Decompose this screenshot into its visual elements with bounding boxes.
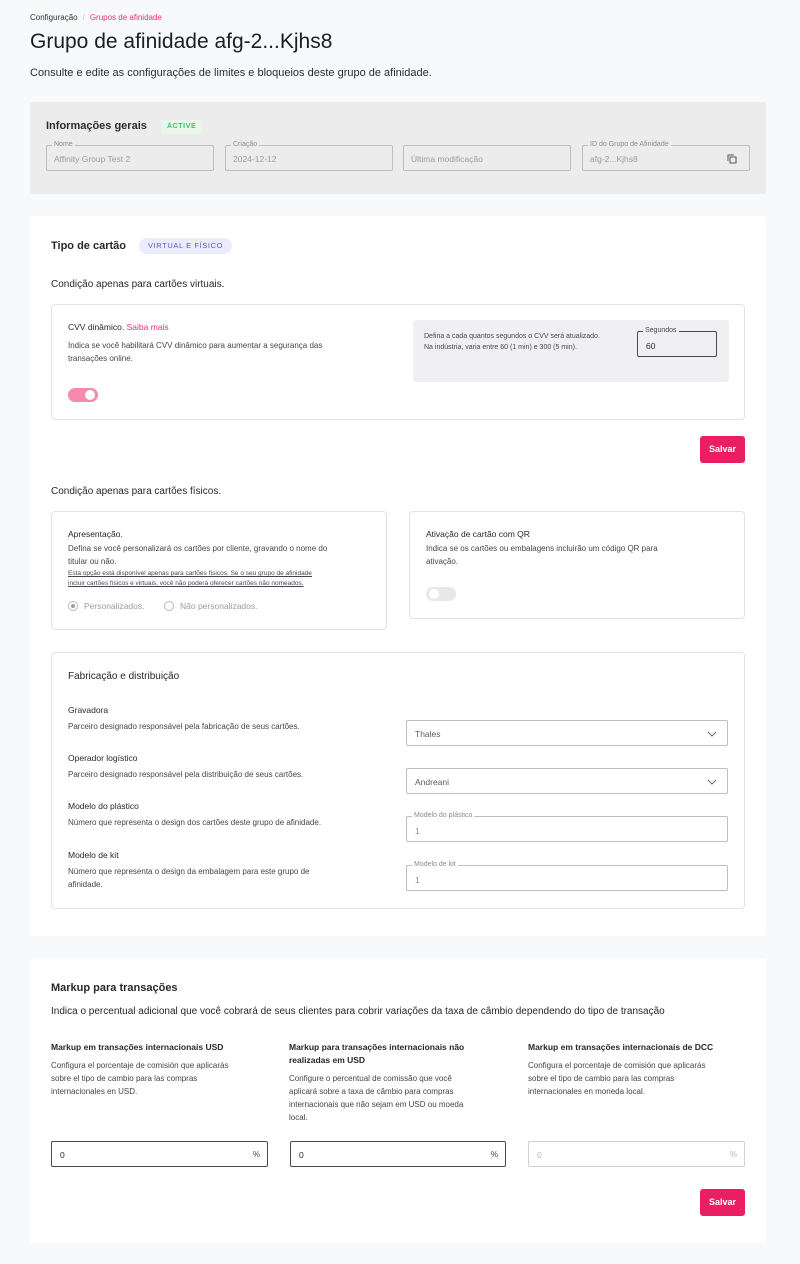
markup-non-usd-value: 0	[299, 1150, 304, 1160]
markup-dcc-title: Markup em transações internacionais de DCC	[528, 1042, 714, 1052]
name-field-value: Affinity Group Test 2	[54, 154, 131, 164]
logistics-select[interactable]	[406, 768, 728, 794]
radio-personalized-dot	[68, 601, 78, 611]
cvv-interval-info-line2: Na indústria, varia entre 60 (1 min) e 300 (5 min).	[424, 344, 577, 351]
markup-dcc-desc-line: internacionales en moneda local.	[528, 1087, 645, 1096]
kit-model-description	[68, 865, 310, 891]
physical-condition-title: Condição apenas para cartões físicos.	[51, 486, 222, 497]
markup-non-usd-desc-line: aplicará sobre a taxa de câmbio para compras	[289, 1087, 454, 1096]
card-type-chip: VIRTUAL E FÍSICO	[139, 238, 232, 254]
dynamic-cvv-title-row	[68, 322, 169, 332]
markup-non-usd-input[interactable]	[290, 1141, 506, 1167]
logistics-description: Parceiro designado responsável pela distribuição de seus cartões.	[68, 770, 304, 779]
markup-usd-desc-line: internacionales en USD.	[51, 1087, 138, 1096]
logistics-value: Andreani	[415, 777, 450, 787]
presentation-note	[68, 569, 312, 589]
card-type-card	[30, 216, 766, 936]
markup-usd-title: Markup em transações internacionais USD	[51, 1042, 224, 1052]
general-info-panel	[30, 102, 766, 194]
engraver-title: Gravadora	[68, 705, 109, 715]
presentation-note-line1: Esta opção está disponível apenas para cartões físicos. Se o seu grupo de afinidade	[68, 570, 312, 577]
name-field[interactable]	[46, 141, 214, 171]
plastic-model-description: Número que representa o design dos cartões deste grupo de afinidade.	[68, 818, 322, 827]
markup-save-button[interactable]: Salvar	[700, 1189, 745, 1216]
created-field-label: Criação	[233, 141, 258, 148]
breadcrumb-root[interactable]: Configuração	[30, 13, 78, 22]
copy-icon[interactable]	[727, 154, 737, 164]
kit-model-label: Modelo de kit	[414, 861, 456, 868]
presentation-note-line2: incluir cartões físicos e virtuais, você não poderá oferecer cartões não nomeados.	[68, 580, 304, 587]
markup-usd-value: 0	[60, 1150, 65, 1160]
modified-field-placeholder: Última modificação	[411, 154, 483, 164]
affinity-id-value: afg-2...Kjhs8	[590, 154, 638, 164]
dynamic-cvv-desc-line1: Indica se você habilitará CVV dinâmico para aumentar a segurança das	[68, 341, 323, 350]
learn-more-link[interactable]: Saiba mais	[126, 322, 169, 332]
cvv-interval-info-line1: Defina a cada quantos segundos o CVV será atualizado.	[424, 333, 600, 340]
markup-non-usd-title-line1: Markup para transações internacionais não	[289, 1042, 465, 1052]
logistics-title: Operador logístico	[68, 753, 138, 763]
qr-activation-description	[426, 542, 658, 568]
markup-usd-input[interactable]	[51, 1141, 268, 1167]
save-button[interactable]: Salvar	[700, 436, 745, 463]
virtual-condition-title: Condição apenas para cartões virtuais.	[51, 279, 225, 290]
qr-activation-card	[409, 511, 745, 619]
toggle-knob	[429, 589, 439, 599]
engraver-description: Parceiro designado responsável pela fabricação de seus cartões.	[68, 722, 300, 731]
presentation-description	[68, 542, 327, 568]
markup-usd-desc-line: sobre el tipo de cambio para las compras	[51, 1074, 198, 1083]
cvv-interval-box	[413, 320, 729, 382]
markup-non-usd-title	[289, 1041, 464, 1067]
created-field[interactable]	[225, 141, 393, 171]
markup-dcc-value: 0	[537, 1150, 542, 1160]
engraver-select[interactable]	[406, 720, 728, 746]
breadcrumb-separator: /	[82, 13, 85, 22]
cvv-interval-info	[424, 331, 600, 353]
presentation-card	[51, 511, 387, 630]
markup-card	[30, 958, 766, 1243]
percent-unit: %	[252, 1150, 260, 1159]
seconds-input[interactable]	[637, 327, 717, 357]
kit-desc-line2: afinidade.	[68, 880, 103, 889]
chevron-down-icon	[707, 729, 717, 739]
dynamic-cvv-toggle[interactable]	[68, 388, 98, 402]
page-title: Grupo de afinidade afg-2...Kjhs8	[30, 30, 333, 53]
affinity-id-label: ID do Grupo de Afinidade	[590, 141, 669, 148]
markup-non-usd-desc-line: Configure o percentual de comissão que você	[289, 1074, 452, 1083]
markup-heading: Markup para transações	[51, 982, 178, 994]
plastic-model-value: 1	[415, 826, 420, 836]
markup-non-usd-description	[289, 1072, 463, 1124]
percent-unit: %	[490, 1150, 498, 1159]
affinity-id-field[interactable]	[582, 141, 750, 171]
markup-dcc-input[interactable]	[528, 1141, 745, 1167]
dynamic-cvv-card	[51, 304, 745, 420]
dynamic-cvv-title: CVV dinâmico.	[68, 322, 125, 332]
qr-desc-line1: Indica se os cartões ou embalagens incluirão um código QR para	[426, 544, 658, 553]
breadcrumb-current[interactable]: Grupos de afinidade	[89, 13, 162, 22]
markup-dcc-description	[528, 1059, 705, 1098]
presentation-desc-line2: titular ou não.	[68, 557, 117, 566]
radio-not-personalized-dot	[164, 601, 174, 611]
markup-non-usd-desc-line: local.	[289, 1113, 308, 1122]
qr-activation-title: Ativação de cartão com QR	[426, 529, 530, 539]
markup-dcc-desc-line: sobre el tipo de cambio para las compras	[528, 1074, 675, 1083]
modified-field[interactable]	[403, 145, 571, 171]
name-field-label: Nome	[54, 141, 73, 148]
radio-not-personalized-label: Não personalizados.	[180, 601, 258, 611]
breadcrumb	[30, 13, 162, 22]
created-field-value: 2024-12-12	[233, 154, 277, 164]
seconds-label: Segundos	[645, 327, 677, 334]
plastic-model-label: Modelo do plástico	[414, 812, 473, 819]
qr-activation-toggle[interactable]	[426, 587, 456, 601]
card-type-heading: Tipo de cartão	[51, 240, 126, 252]
markup-non-usd-title-line2: realizadas em USD	[289, 1055, 366, 1065]
radio-personalized-label: Personalizados.	[84, 601, 145, 611]
plastic-model-input[interactable]	[406, 812, 728, 842]
fabrication-card	[51, 652, 745, 909]
presentation-title: Apresentação.	[68, 529, 123, 539]
percent-unit: %	[729, 1150, 737, 1159]
kit-desc-line1: Número que representa o design da embalagem para este grupo de	[68, 867, 310, 876]
seconds-value: 60	[646, 341, 656, 351]
status-badge: ACTIVE	[161, 120, 202, 134]
qr-desc-line2: ativação.	[426, 557, 459, 566]
dynamic-cvv-description	[68, 339, 322, 365]
kit-model-input[interactable]	[406, 861, 728, 891]
presentation-desc-line1: Defina se você personalizará os cartões por cliente, gravando o nome do	[68, 544, 328, 553]
markup-usd-description	[51, 1059, 228, 1098]
markup-description: Indica o percentual adicional que você cobrará de seus clientes para cobrir variações da taxa de câmbio dependendo do tipo de transação	[51, 1006, 665, 1017]
general-info-heading: Informações gerais	[46, 120, 147, 132]
fabrication-heading: Fabricação e distribuição	[68, 671, 180, 682]
markup-non-usd-desc-line: internacionais que não sejam em USD ou moeda	[289, 1100, 464, 1109]
engraver-value: Thales	[415, 729, 441, 739]
page-description: Consulte e edite as configurações de limites e bloqueios deste grupo de afinidade.	[30, 67, 432, 79]
plastic-model-title: Modelo do plástico	[68, 801, 139, 811]
markup-dcc-desc-line: Configura el porcentaje de comisión que aplicarás	[528, 1061, 706, 1070]
markup-usd-desc-line: Configura el porcentaje de comisión que aplicarás	[51, 1061, 229, 1070]
toggle-knob	[85, 390, 95, 400]
kit-model-title: Modelo de kit	[68, 850, 119, 860]
kit-model-value: 1	[415, 875, 420, 885]
chevron-down-icon	[707, 777, 717, 787]
dynamic-cvv-desc-line2: transações online.	[68, 354, 133, 363]
